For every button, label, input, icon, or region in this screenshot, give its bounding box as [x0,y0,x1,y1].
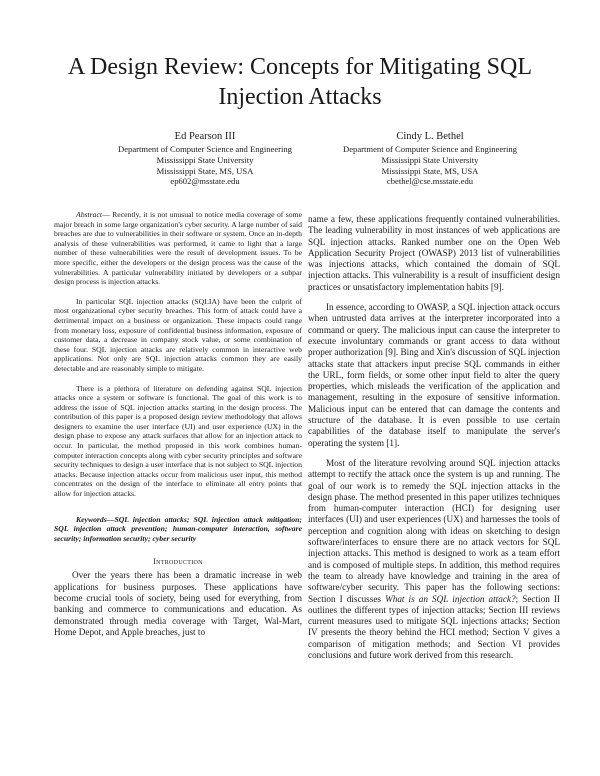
author-name: Ed Pearson III [174,131,236,142]
title-line-1: A Design Review: Concepts for Mitigating SQL [68,54,532,80]
section-title-reference: What is an SQL injection attack? [385,593,516,604]
intro-paragraph-3: Most of the literature revolving around SQL injection attacks attempt to rectify the attack once the system is up and running. The goal of our work is to remedy the SQL injection attacks in the design phase. The method presented in this paper utilizes techniques from human-computer interaction (HCI) for designing user interfaces (UI) and user experiences (UX) and harnesses the tools of perception and cognition along with ideas on sketching to design software/interfaces to ensure there are no attack vectors for SQL injection attacks. This method is designed to work as a team effort and is composed of multiple steps. In addition, this method requires the team to already have knowledge and training in the area of software/cyber security. This paper has the following sections: Section I discusses What is an SQL injection attack?; Section II outlines the different types of injection attacks; Section III reviews current measures used to mitigate SQL injections attacks; Section IV presents the theory behind the HCI method; Section V gives a comparison of mitigation methods; and Section VI provides conclusions and future work derived from this research. [308,457,560,660]
intro-paragraph-2: In essence, according to OWASP, a SQL injection attack occurs when untrusted data arrives at the interpreter incorporated into a command or query. The malicious input can cause the interpreter to execute involuntary commands or grant access to data without proper authorization [9]. Bing and Xin's discussion of SQL injection attacks state that attackers input precise SQL commands in either the URL, form fields, or some other input field to alter the query properties, which misleads the verification of the application and management, resulting in the exposure of sensitive information. Malicious input can be entered that can damage the contents and structure of the database. It is even possible to use certain capabilities of the database itself to manipulate the server's operating the system [1]. [308,302,560,448]
left-column [54,210,302,638]
author-department: Department of Computer Science and Engineering [343,144,517,154]
author-block-1 [90,130,320,187]
right-column [308,214,560,661]
author-university: Mississippi State University [156,154,254,165]
author-email: ep602@msstate.edu [170,176,240,187]
intro-paragraph-continued: name a few, these applications frequently contained vulnerabilities. The leading vulnerability in most instances of web applications are SQL injection attacks. Ranked number one on the Open Web Application Security Project (OWASP) 2013 list of vulnerabilities was injections attacks, which contained the domain of SQL injection attacks. This vulnerability is a result of insufficient design practices or unsatisfactory implementation habits [9]. [308,214,560,292]
author-department: Department of Computer Science and Engineering [118,144,292,154]
author-city: Mississippi State, MS, USA [156,165,254,176]
section-heading-introduction: Introduction [153,557,203,567]
title-line-2: Injection Attacks [218,84,382,110]
author-block-2 [315,130,545,187]
intro-paragraph: Over the years there has been a dramatic increase in web applications for business purposes. These applications have become crucial tools of society, being used for everything, from banking and commerce to communications and education. As demonstrated through media coverage with Target, Wal-Mart, Home Depot, and Apple breaches, just to [54,570,302,637]
abstract-label: Abstract [76,210,103,219]
author-name: Cindy L. Bethel [396,131,464,142]
abstract-paragraph-1: Abstract— Recently, it is not unusual to notice media coverage of some major breach in some large organization's cyber security. A large number of said breaches are due to vulnerabilities in their software or system. Once an in-depth analysis of these vulnerabilities was performed, it came to light that a large number of these vulnerabilities were the result of development issues. To be more specific, either the developers or the design process was the cause of the vulnerabilities. A particular vulnerability initiated by developers or a subpar design process is injection attacks. [54,210,302,287]
abstract-paragraph-2: In particular SQL injection attacks (SQLIA) have been the culprit of most organizational cyber security breaches. This form of attack could have a detrimental impact on a business or organization. These impacts could range from monetary loss, exposure of confidential business information, exposure of customer data, a decrease in company stock value, or some combination of these four. SQL injection attacks are relatively common in interactive web applications. Not only are SQL injection attacks common they are easily detectable and are reasonably simple to mitigate. [54,296,302,373]
author-city: Mississippi State, MS, USA [381,165,479,176]
author-email: cbethel@cse.msstate.edu [386,176,474,187]
author-university: Mississippi State University [381,154,479,165]
paper-title [40,52,560,112]
abstract-paragraph-3: There is a plethora of literature on defending against SQL injection attacks once a system or software is functional. The goal of this work is to address the issue of SQL injection attacks starting in the design process. The contribution of this paper is a proposed design review methodology that allows designers to examine the user interface (UI) and user experience (UX) in the design phase to expose any attack surfaces that allow for an injection attack to occur. In particular, the method proposed in this work combines human-computer interaction concepts along with cyber security principles and software security techniques to design a user interface that is not subject to SQL injection attacks. Because injection attacks occur from malicious user input, this method concentrates on the design of the interface to eliminate all entry points that allow for injection attacks. [54,383,302,499]
keywords: Keywords—SQL injection attacks; SQL injection attack mitigation; SQL injection attack prevention; human-computer interaction, software security; information security; cyber security [54,514,302,543]
